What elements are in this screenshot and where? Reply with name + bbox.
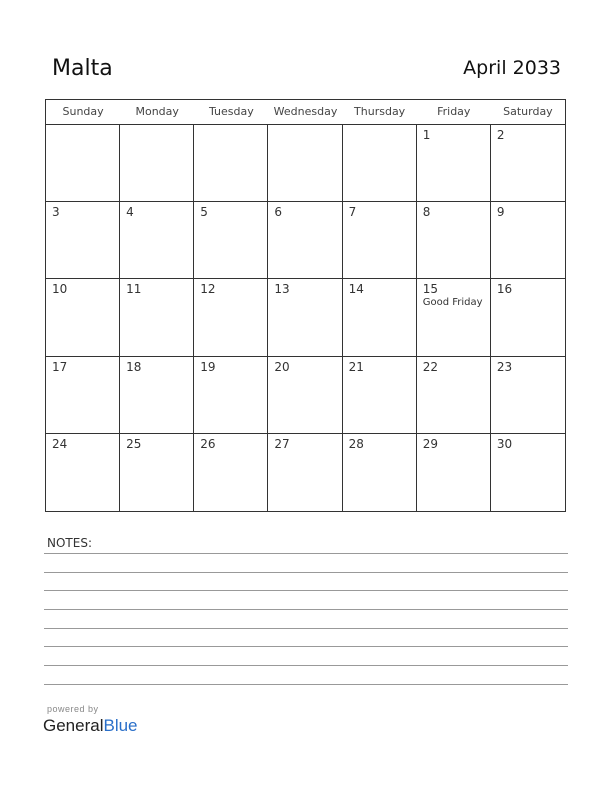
day-cell bbox=[194, 357, 268, 434]
day-cell bbox=[268, 125, 342, 202]
notes-line bbox=[44, 609, 568, 610]
day-number: 15 bbox=[422, 282, 438, 297]
day-cell bbox=[491, 279, 565, 356]
day-number: 30 bbox=[496, 436, 513, 451]
day-cell bbox=[343, 279, 417, 356]
day-number: 26 bbox=[200, 436, 216, 451]
brand-blue: Blue bbox=[103, 716, 138, 735]
weekday-wednesday: Wednesday bbox=[273, 105, 338, 118]
day-number: 23 bbox=[496, 359, 513, 374]
day-number: 1 bbox=[422, 128, 431, 142]
notes-line bbox=[44, 572, 568, 573]
calendar-grid bbox=[45, 99, 566, 512]
country-title: Malta bbox=[52, 56, 113, 81]
notes-line bbox=[44, 590, 568, 591]
day-cell bbox=[46, 434, 120, 511]
day-number: 4 bbox=[126, 205, 134, 220]
day-cell bbox=[417, 202, 491, 279]
day-cell bbox=[194, 434, 268, 511]
day-number: 25 bbox=[126, 436, 142, 451]
notes-line bbox=[44, 628, 568, 629]
day-cell bbox=[194, 202, 268, 279]
day-number: 18 bbox=[126, 359, 142, 374]
day-cell bbox=[268, 279, 342, 356]
day-number: 16 bbox=[496, 282, 513, 297]
day-cell bbox=[417, 357, 491, 434]
notes-line bbox=[44, 665, 568, 666]
day-cells bbox=[46, 125, 565, 511]
day-number: 8 bbox=[422, 205, 431, 220]
day-number: 2 bbox=[496, 128, 505, 142]
day-number: 17 bbox=[52, 359, 68, 374]
powered-by-text: powered by bbox=[47, 704, 99, 714]
day-number: 7 bbox=[348, 205, 357, 220]
day-number: 12 bbox=[200, 282, 216, 297]
day-cell bbox=[417, 125, 491, 202]
day-number: 21 bbox=[348, 359, 364, 374]
weekday-friday: Friday bbox=[437, 105, 471, 118]
brand-logo bbox=[43, 716, 138, 736]
notes-label: NOTES: bbox=[47, 536, 92, 550]
day-cell bbox=[491, 434, 565, 511]
day-cell bbox=[343, 357, 417, 434]
day-cell bbox=[343, 434, 417, 511]
notes-line bbox=[44, 646, 568, 647]
day-cell bbox=[46, 357, 120, 434]
weekday-header bbox=[46, 100, 565, 125]
day-number: 27 bbox=[274, 436, 290, 451]
day-cell bbox=[194, 279, 268, 356]
month-year-title: April 2033 bbox=[463, 57, 561, 79]
day-cell bbox=[417, 279, 491, 356]
weekday-sunday: Sunday bbox=[62, 105, 104, 118]
day-number: 28 bbox=[348, 436, 364, 451]
notes-line bbox=[44, 684, 568, 685]
day-cell bbox=[46, 125, 120, 202]
day-cell bbox=[491, 357, 565, 434]
weekday-tuesday: Tuesday bbox=[208, 105, 254, 118]
day-cell bbox=[343, 202, 417, 279]
day-number: 11 bbox=[126, 282, 142, 297]
day-number: 22 bbox=[422, 359, 438, 374]
day-cell bbox=[491, 202, 565, 279]
day-number: 5 bbox=[200, 205, 208, 220]
day-number: 19 bbox=[200, 359, 216, 374]
holiday-label: Good Friday bbox=[422, 297, 483, 309]
day-number: 13 bbox=[274, 282, 290, 297]
weekday-thursday: Thursday bbox=[354, 105, 406, 118]
day-cell bbox=[268, 357, 342, 434]
day-number: 14 bbox=[348, 282, 364, 297]
day-number: 29 bbox=[422, 436, 438, 451]
day-number: 9 bbox=[496, 205, 505, 220]
day-cell bbox=[120, 202, 194, 279]
day-cell bbox=[268, 202, 342, 279]
day-cell bbox=[120, 434, 194, 511]
day-number: 24 bbox=[52, 436, 68, 451]
day-number: 10 bbox=[52, 282, 68, 297]
day-number: 20 bbox=[274, 359, 290, 374]
weekday-saturday: Saturday bbox=[503, 105, 553, 118]
day-cell bbox=[120, 279, 194, 356]
day-cell bbox=[491, 125, 565, 202]
day-number: 6 bbox=[274, 205, 283, 220]
day-cell bbox=[268, 434, 342, 511]
weekday-monday: Monday bbox=[135, 105, 179, 118]
day-cell bbox=[120, 125, 194, 202]
day-cell bbox=[46, 202, 120, 279]
brand-general: General bbox=[43, 716, 104, 735]
day-cell bbox=[46, 279, 120, 356]
day-cell bbox=[343, 125, 417, 202]
day-cell bbox=[194, 125, 268, 202]
day-cell bbox=[417, 434, 491, 511]
day-cell bbox=[120, 357, 194, 434]
day-number: 3 bbox=[52, 205, 60, 220]
notes-line bbox=[44, 553, 568, 554]
